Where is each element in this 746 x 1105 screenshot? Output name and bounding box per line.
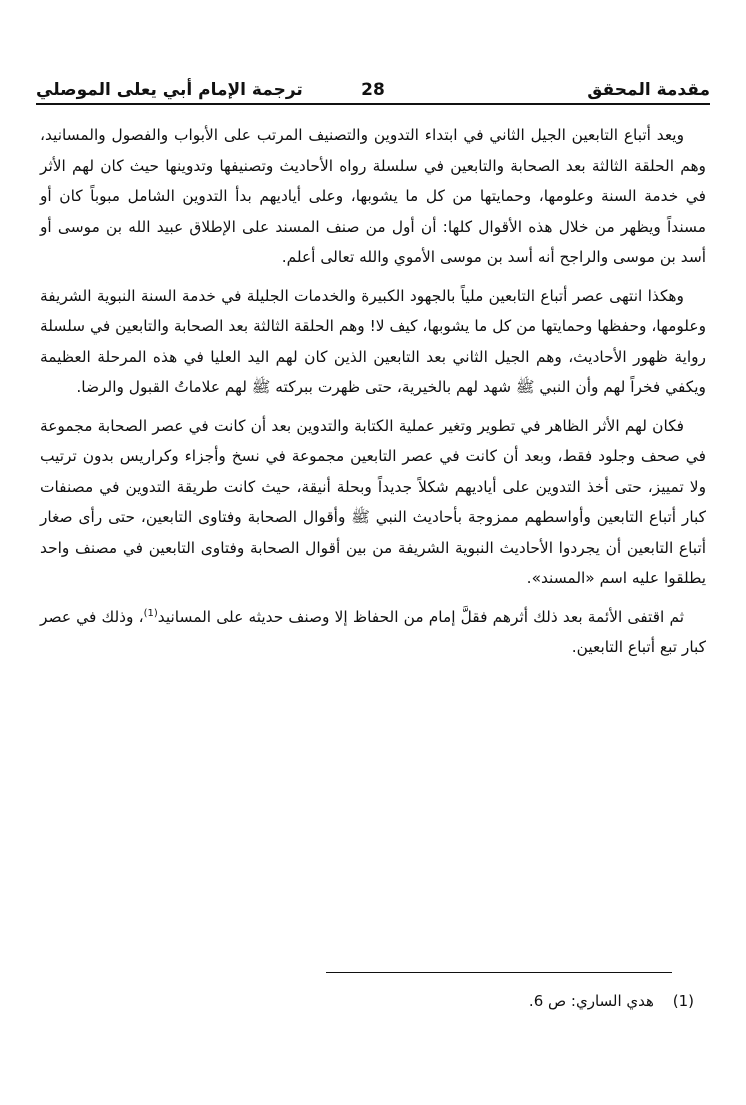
book-title: ترجمة الإمام أبي يعلى الموصلي	[36, 80, 303, 100]
footnote-divider	[326, 972, 672, 973]
section-title: مقدمة المحقق	[587, 80, 710, 100]
paragraph-2: وهكذا انتهى عصر أتباع التابعين ملياً بالجهود الكبيرة والخدمات الجليلة في خدمة السنة النبوية الشريفة وعلومها، وحفظها وحمايتها من كل ما يشوبها، كيف لا! وهم الحلقة الثالثة بعد الصحابة والتابعين في سلسلة رواية ظهور الأحاديث، وهم الجيل الثاني بعد التابعين الذين كان لهم اليد العليا في هذه المرحلة العظيمة ويكفي فخراً لهم وأن النبي ﷺ شهد لهم بالخيرية، حتى ظهرت ببركته ﷺ لهم علاماتُ القبول والرضا.	[40, 286, 706, 396]
paragraph-4-tail: ، وذلك في عصر كبار تبع أتباع التابعين.	[40, 607, 706, 656]
page-number: 28	[361, 80, 385, 100]
main-text	[40, 120, 706, 671]
header-divider	[36, 103, 710, 105]
paragraph-4	[40, 602, 706, 663]
paragraph-4-text: ثم اقتفى الأئمة بعد ذلك أثرهم فقلَّ إمام من الحفاظ إلا وصنف حديثه على المسانيد	[157, 607, 684, 626]
paragraph-1: ويعد أتباع التابعين الجيل الثاني في ابتداء التدوين والتصنيف المرتب على الأبواب والفصول والمسانيد، وهم الحلقة الثالثة بعد الصحابة والتابعين في سلسلة رواه الأحاديث وتصنيفها وتدوينها حيث كان لهم الأثر في خدمة السنة وعلومها، وحمايتها من كل ما يشوبها، وعلى أياديهم بدأ التدوين الشامل مبوباً كان أو مسنداً ويظهر من خلال هذه الأقوال كلها: أن أول من صنف المسند على الإطلاق عبيد الله بن موسى أو أسد بن موسى والراجح أنه أسد بن موسى الأموي والله تعالى أعلم.	[40, 126, 706, 266]
footnote-number: (1)	[672, 992, 694, 1010]
footnote-marker[interactable]: (1)	[143, 607, 158, 619]
paragraph-3: فكان لهم الأثر الظاهر في تطوير وتغير عملية الكتابة والتدوين بعد أن كانت في عصر الصحابة مجموعة في صحف وجلود فقط، وبعد أن كانت في عصر التابعين مجموعة في نسخ وأجزاء وكراريس بدون ترتيب ولا تمييز، حتى أخذ التدوين على أياديهم شكلاً جديداً وبحلة أنيقة، حيث كانت طريقة التدوين في مصنفات كبار أتباع التابعين وأواسطهم ممزوجة بأحاديث النبي ﷺ وأقوال الصحابة وفتاوى التابعين، حتى رأى صغار أتباع التابعين أن يجردوا الأحاديث النبوية الشريفة من بين أقوال الصحابة وفتاوى التابعين في مصنف واحد يطلقوا عليه اسم «المسند».	[40, 416, 706, 587]
footnote	[40, 988, 694, 1014]
footnote-text: هدي الساري: ص 6.	[528, 992, 654, 1010]
